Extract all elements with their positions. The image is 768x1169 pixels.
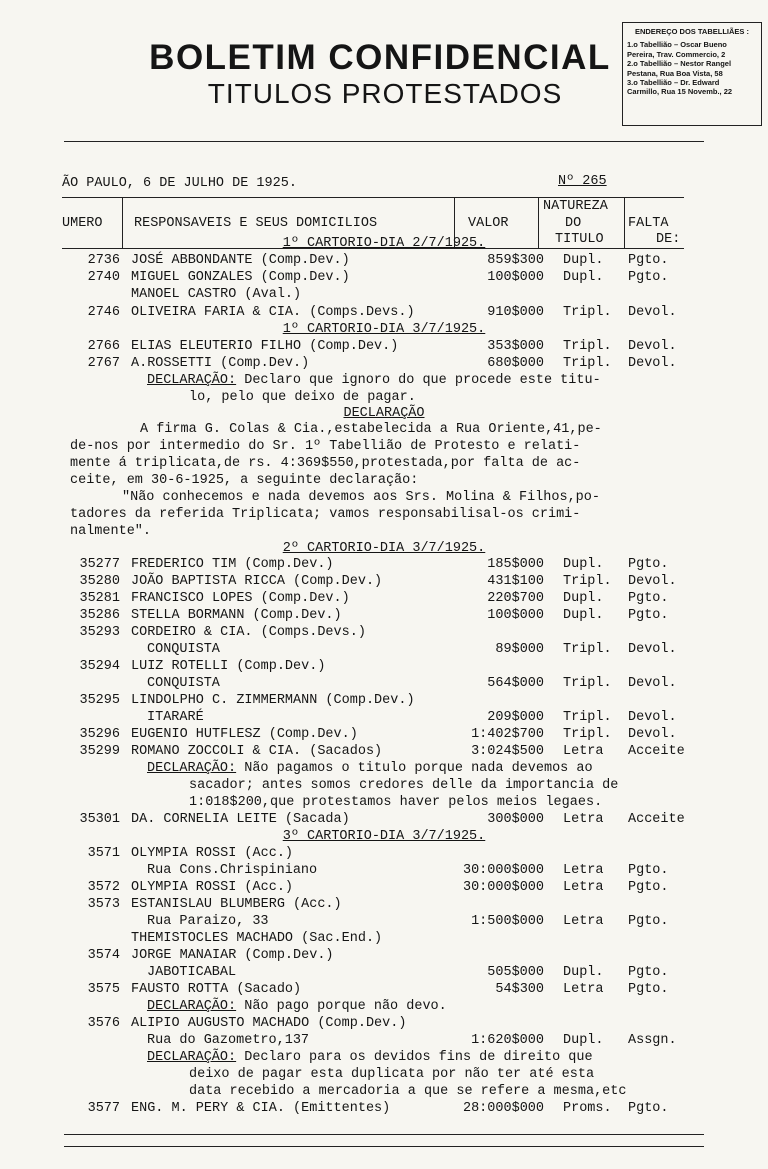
text-line: A firma G. Colas & Cia.,estabelecida a Rua Oriente,41,pe- [140,422,602,437]
entry-valor: 30:000$000 [462,880,544,895]
entry-responsavel: Rua do Gazometro,137 [147,1033,310,1048]
entry-falta: Devol. [628,339,677,354]
notary-address-box [622,22,762,126]
entry-number: 3572 [87,880,120,895]
section-heading: 3º CARTORIO-DIA 3/7/1925. [282,829,486,844]
entry-number: 35294 [79,659,120,674]
entry-natureza: Letra [563,863,604,878]
entry-number: 3577 [87,1101,120,1116]
bulletin-subtitle: TITULOS PROTESTADOS [207,78,563,109]
entry-natureza: Letra [563,982,604,997]
entry-responsavel: LUIZ ROTELLI (Comp.Dev.) [131,659,326,674]
table-header-top-rule [62,197,684,198]
text-line: lo, pelo que deixo de pagar. [189,390,416,405]
entry-responsavel: Rua Paraizo, 33 [147,914,269,929]
entry-responsavel: ESTANISLAU BLUMBERG (Acc.) [131,897,342,912]
section-heading: 2º CARTORIO-DIA 3/7/1925. [282,541,486,556]
entry-responsavel: EUGENIO HUTFLESZ (Comp.Dev.) [131,727,358,742]
col-header-falta: FALTA [628,216,669,231]
entry-falta: Pgto. [628,863,669,878]
col-header-valor: VALOR [468,216,509,231]
entry-valor: 300$000 [487,812,544,827]
entry-falta: Pgto. [628,982,669,997]
address-line: 2.o Tabellião – Nestor Rangel [627,59,732,69]
header-divider [64,141,704,142]
entry-responsavel: MIGUEL GONZALES (Comp.Dev.) [131,270,350,285]
entry-responsavel: ROMANO ZOCCOLI & CIA. (Sacados) [131,744,383,759]
entry-natureza: Dupl. [563,591,604,606]
entry-natureza: Proms. [563,1101,612,1116]
entry-number: 35277 [79,557,120,572]
entry-falta: Pgto. [628,880,669,895]
entry-valor: 30:000$000 [462,863,544,878]
entry-responsavel: JOSÉ ABBONDANTE (Comp.Dev.) [131,253,350,268]
entry-natureza: Tripl. [563,676,612,691]
entry-falta: Pgto. [628,965,669,980]
entry-number: 35296 [79,727,120,742]
text-line: tadores da referida Triplicata; vamos responsabilisal-os crimi- [70,507,581,522]
entry-falta: Pgto. [628,253,669,268]
entry-valor: 564$000 [487,676,544,691]
col-header-responsaveis: RESPONSAVEIS E SEUS DOMICILIOS [134,216,378,231]
entry-valor: 3:024$500 [471,744,544,759]
entry-falta: Pgto. [628,557,669,572]
entry-valor: 1:620$000 [471,1033,544,1048]
address-line: 3.o Tabellião – Dr. Edward [627,78,720,88]
section-heading: 1º CARTORIO-DIA 2/7/1925. [282,236,486,251]
entry-responsavel: STELLA BORMANN (Comp.Dev.) [131,608,342,623]
address-box-heading: ENDEREÇO DOS TABELLIÃES : [634,27,750,36]
entry-valor: 859$300 [487,253,544,268]
entry-responsavel: JABOTICABAL [147,965,237,980]
entry-number: 3574 [87,948,120,963]
section-heading: 1º CARTORIO-DIA 3/7/1925. [282,322,486,337]
entry-falta: Assgn. [628,1033,677,1048]
entry-responsavel: ITARARÉ [147,710,204,725]
bulletin-title: BOLETIM CONFIDENCIAL [149,38,611,77]
entry-natureza: Dupl. [563,965,604,980]
entry-natureza: Tripl. [563,710,612,725]
entry-number: 2766 [87,339,120,354]
col-header-natureza-do: DO [565,216,582,231]
text-line: sacador; antes somos credores delle da importancia de [189,778,619,793]
address-line: 1.o Tabellião – Oscar Bueno [627,40,727,50]
text-line: nalmente". [70,524,152,539]
entry-valor: 28:000$000 [462,1101,544,1116]
entry-responsavel: CONQUISTA [147,676,220,691]
entry-responsavel: CORDEIRO & CIA. (Comps.Devs.) [131,625,366,640]
declaration-line: DECLARAÇÃO: Declaro para os devidos fins de direito que [147,1050,593,1065]
entry-number: 35295 [79,693,120,708]
entry-natureza: Letra [563,880,604,895]
address-line: Pestana, Rua Boa Vista, 58 [627,68,723,78]
text-line: 1:018$200,que protestamos haver pelos meios legaes. [189,795,603,810]
footer-rule-1 [64,1134,704,1135]
entry-responsavel: THEMISTOCLES MACHADO (Sac.End.) [131,931,383,946]
place-date: ÃO PAULO, 6 DE JULHO DE 1925. [62,176,297,191]
entry-number: 35301 [79,812,120,827]
footer-rule-2 [64,1146,704,1147]
entry-responsavel: ALIPIO AUGUSTO MACHADO (Comp.Dev.) [131,1016,407,1031]
entry-responsavel: OLIVEIRA FARIA & CIA. (Comps.Devs.) [131,305,415,320]
entry-valor: 185$000 [487,557,544,572]
text-line: de-nos por intermedio do Sr. 1º Tabellião de Protesto e relati- [70,439,581,454]
entry-falta: Devol. [628,710,677,725]
entry-number: 35280 [79,574,120,589]
col-header-falta-de: DE: [656,232,681,247]
address-line: Pereira, Trav. Commercio, 2 [627,49,726,59]
entry-valor: 209$000 [487,710,544,725]
entry-valor: 220$700 [487,591,544,606]
entry-number: 35293 [79,625,120,640]
text-line: "Não conhecemos e nada devemos aos Srs. Molina & Filhos,po- [122,490,600,505]
entry-falta: Pgto. [628,591,669,606]
entry-number: 3573 [87,897,120,912]
entry-number: 2736 [87,253,120,268]
entry-valor: 353$000 [487,339,544,354]
entry-falta: Devol. [628,642,677,657]
entry-number: 35281 [79,591,120,606]
text-line: mente á triplicata,de rs. 4:369$550,protestada,por falta de ac- [70,456,581,471]
entry-natureza: Letra [563,914,604,929]
text-line: deixo de pagar esta duplicata por não ter até esta [189,1067,595,1082]
entry-valor: 54$300 [495,982,544,997]
entry-number: 2767 [87,356,120,371]
entry-number: 3571 [87,846,120,861]
entry-falta: Acceite [628,812,685,827]
entry-falta: Pgto. [628,270,669,285]
entry-valor: 1:500$000 [471,914,544,929]
entry-responsavel: ENG. M. PERY & CIA. (Emittentes) [131,1101,391,1116]
col-header-natureza: NATUREZA [543,199,608,214]
entry-responsavel: FAUSTO ROTTA (Sacado) [131,982,302,997]
entry-natureza: Tripl. [563,356,612,371]
entry-valor: 680$000 [487,356,544,371]
entry-number: 3575 [87,982,120,997]
entry-falta: Devol. [628,727,677,742]
entry-responsavel: JORGE MANAIAR (Comp.Dev.) [131,948,334,963]
entry-responsavel: DA. CORNELIA LEITE (Sacada) [131,812,350,827]
entry-falta: Devol. [628,356,677,371]
entry-falta: Pgto. [628,608,669,623]
section-heading: DECLARAÇÃO [343,406,425,421]
entry-responsavel: OLYMPIA ROSSI (Acc.) [131,880,294,895]
declaration-line: DECLARAÇÃO: Declaro que ignoro do que procede este titu- [147,373,601,388]
entry-natureza: Tripl. [563,574,612,589]
entry-responsavel: JOÃO BAPTISTA RICCA (Comp.Dev.) [131,574,383,589]
entry-natureza: Dupl. [563,270,604,285]
entry-natureza: Dupl. [563,253,604,268]
entry-responsavel: Rua Cons.Chrispiniano [147,863,318,878]
entry-number: 35286 [79,608,120,623]
address-line: Carmillo, Rua 15 Novemb., 22 [627,87,733,97]
entry-valor: 100$000 [487,608,544,623]
entry-responsavel: FREDERICO TIM (Comp.Dev.) [131,557,334,572]
entry-natureza: Letra [563,812,604,827]
declaration-line: DECLARAÇÃO: Não pagamos o titulo porque nada devemos ao [147,761,593,776]
declaration-line: DECLARAÇÃO: Não pago porque não devo. [147,999,447,1014]
entry-valor: 100$000 [487,270,544,285]
col-header-numero: UMERO [62,216,103,231]
entry-natureza: Dupl. [563,608,604,623]
entry-responsavel: A.ROSSETTI (Comp.Dev.) [131,356,310,371]
text-line: data recebido a mercadoria a que se refere a mesma,etc [189,1084,627,1099]
entry-responsavel: ELIAS ELEUTERIO FILHO (Comp.Dev.) [131,339,399,354]
entry-valor: 89$000 [495,642,544,657]
entry-responsavel: CONQUISTA [147,642,220,657]
entry-valor: 910$000 [487,305,544,320]
col-header-natureza-titulo: TITULO [555,232,604,247]
entry-responsavel: OLYMPIA ROSSI (Acc.) [131,846,294,861]
entry-natureza: Tripl. [563,339,612,354]
entry-falta: Devol. [628,305,677,320]
text-line: ceite, em 30-6-1925, a seguinte declaração: [70,473,419,488]
entry-falta: Pgto. [628,914,669,929]
entry-number: 2746 [87,305,120,320]
entry-number: 3576 [87,1016,120,1031]
entry-falta: Pgto. [628,1101,669,1116]
entry-falta: Devol. [628,574,677,589]
entry-number: 2740 [87,270,120,285]
entry-natureza: Dupl. [563,557,604,572]
entry-natureza: Tripl. [563,642,612,657]
entry-responsavel: LINDOLPHO C. ZIMMERMANN (Comp.Dev.) [131,693,415,708]
entry-responsavel: FRANCISCO LOPES (Comp.Dev.) [131,591,350,606]
entry-valor: 505$000 [487,965,544,980]
entry-natureza: Letra [563,744,604,759]
entry-natureza: Tripl. [563,727,612,742]
entry-valor: 431$100 [487,574,544,589]
entry-falta: Acceite [628,744,685,759]
entry-natureza: Tripl. [563,305,612,320]
entry-falta: Devol. [628,676,677,691]
entry-valor: 1:402$700 [471,727,544,742]
entry-natureza: Dupl. [563,1033,604,1048]
entry-number: 35299 [79,744,120,759]
entry-responsavel: MANOEL CASTRO (Aval.) [131,287,302,302]
bulletin-number: Nº 265 [558,174,607,189]
